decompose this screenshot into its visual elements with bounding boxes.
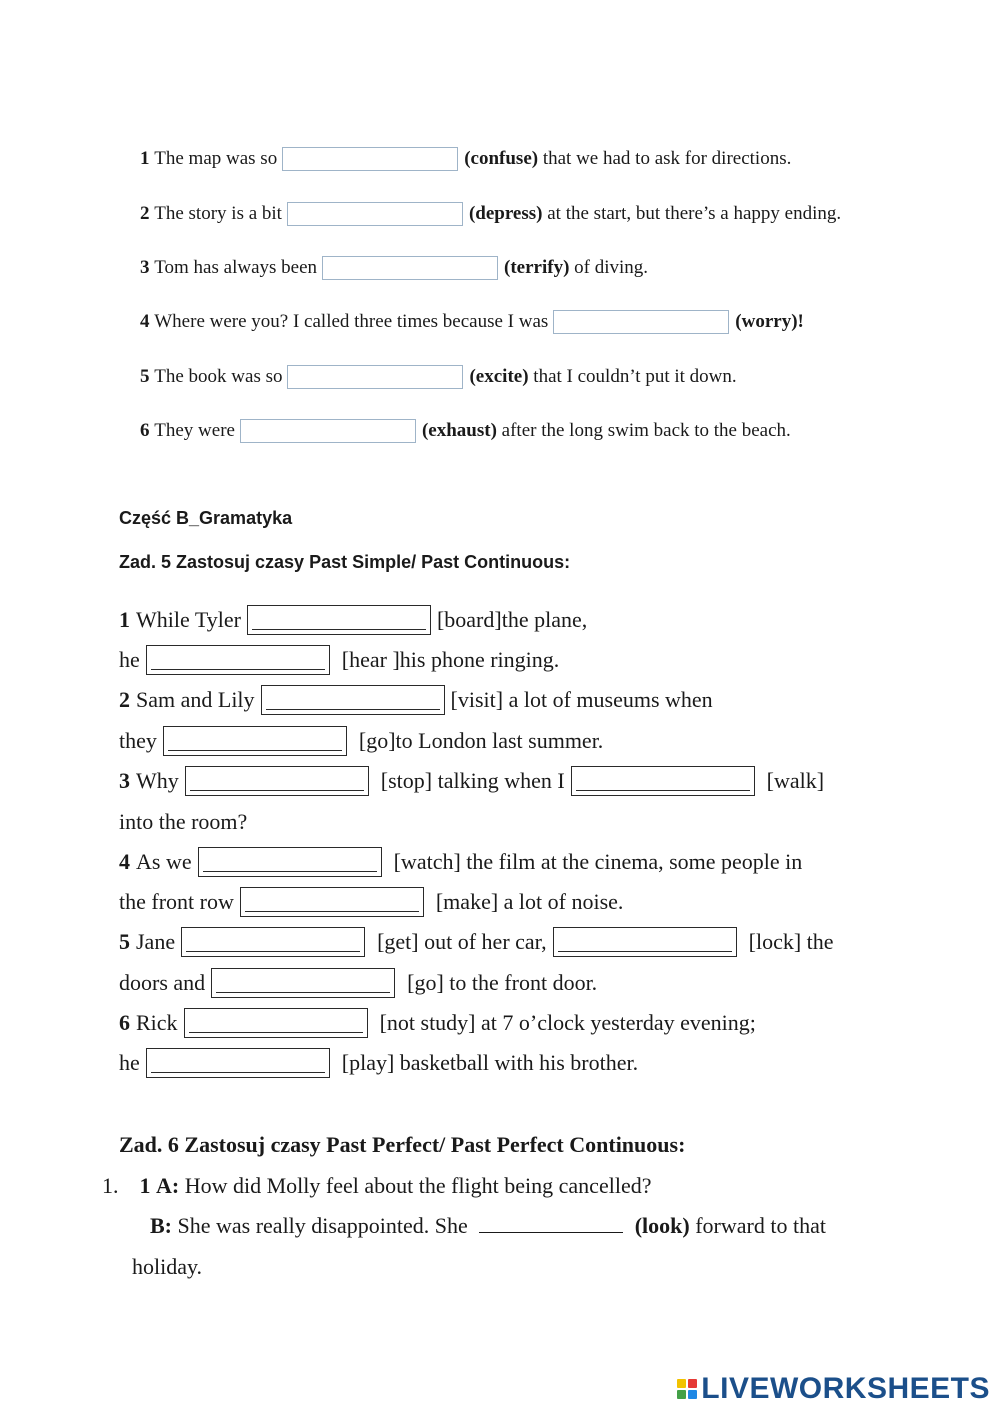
sentence-end: at the start, but there’s a happy ending. <box>547 203 842 224</box>
item-number: 2 <box>119 687 130 712</box>
text: they <box>119 728 157 753</box>
item-number: 1 <box>140 148 150 169</box>
liveworksheets-logo <box>677 1372 990 1406</box>
task6-item-a <box>102 1169 651 1203</box>
text: Rick <box>136 1010 178 1035</box>
item-number: 3 <box>119 768 130 793</box>
item-number: 1 <box>119 607 130 632</box>
base-word: (look) <box>634 1213 690 1238</box>
answer-input[interactable] <box>146 1048 330 1078</box>
text: [walk] <box>766 768 825 793</box>
answer-input[interactable] <box>163 726 347 756</box>
sentence-start: Tom has always been <box>154 257 318 278</box>
text: While Tyler <box>136 607 241 632</box>
item-number: 4 <box>140 311 150 332</box>
text: [visit] a lot of museums when <box>450 687 713 712</box>
part-a-item-5 <box>140 362 737 392</box>
task5-line-4 <box>119 724 603 758</box>
item-number: 1 <box>139 1173 151 1198</box>
task5-line-5 <box>119 764 824 798</box>
task-6-title: Zad. 6 Zastosuj czasy Past Perfect/ Past Perfect Continuous: <box>119 1132 686 1157</box>
answer-input-2[interactable] <box>287 202 463 226</box>
sentence-end: of diving. <box>574 257 649 278</box>
part-a-item-4 <box>140 307 804 337</box>
sentence-end: that we had to ask for directions. <box>542 148 792 169</box>
logo-text: LIVEWORKSHEETS <box>701 1372 990 1405</box>
sentence-start: Where were you? I called three times because I was <box>154 311 549 332</box>
text: [lock] the <box>748 929 834 954</box>
answer-input[interactable] <box>261 685 445 715</box>
answer-input[interactable] <box>571 766 755 796</box>
part-a-item-1 <box>140 144 791 174</box>
text: the front row <box>119 889 234 914</box>
text: he <box>119 1050 140 1075</box>
sentence-start: They were <box>154 420 235 441</box>
item-number: 3 <box>140 257 150 278</box>
task6-item-b-cont: holiday. <box>132 1254 203 1279</box>
answer-input[interactable] <box>185 766 369 796</box>
item-number: 6 <box>140 420 150 441</box>
answer-input[interactable] <box>181 927 365 957</box>
text: he <box>119 647 140 672</box>
task5-line-11 <box>119 1006 756 1040</box>
task6-item-b <box>150 1209 826 1243</box>
answer-blank[interactable] <box>479 1212 623 1233</box>
answer-input[interactable] <box>553 927 737 957</box>
task5-line-6 <box>119 805 247 839</box>
text: [go]to London last summer. <box>358 728 604 753</box>
task5-line-8 <box>119 885 623 919</box>
text: [not study] at 7 o’clock yesterday evening; <box>379 1010 756 1035</box>
base-word: (depress) <box>468 203 543 224</box>
base-word: (terrify) <box>504 257 570 278</box>
text: Sam and Lily <box>136 687 255 712</box>
part-a-item-2 <box>140 199 841 229</box>
text: [hear ]his phone ringing. <box>341 647 560 672</box>
text: into the room? <box>119 809 248 834</box>
section-title: Część B_Gramatyka <box>119 508 293 528</box>
item-number: 6 <box>119 1010 130 1035</box>
text: [stop] talking when I <box>380 768 565 793</box>
text: [make] a lot of noise. <box>435 889 624 914</box>
logo-icon <box>677 1379 697 1399</box>
text: [board]the plane, <box>436 607 588 632</box>
base-word: (worry) <box>735 311 798 332</box>
answer-input-6[interactable] <box>240 419 416 443</box>
task5-line-1 <box>119 603 587 637</box>
sentence-start: The story is a bit <box>154 203 282 224</box>
answer-input-1[interactable] <box>282 147 458 171</box>
base-word: (exhaust) <box>421 420 497 441</box>
text: [watch] the film at the cinema, some people in <box>393 849 803 874</box>
logo-square <box>688 1379 697 1388</box>
text: Jane <box>136 929 176 954</box>
text: [go] to the front door. <box>407 970 598 995</box>
task5-line-7 <box>119 845 802 879</box>
speaker-a-label: A: <box>156 1173 180 1198</box>
task5-line-9 <box>119 925 834 959</box>
answer-input[interactable] <box>211 968 395 998</box>
sentence-start: The map was so <box>154 148 278 169</box>
sentence-end: ! <box>797 311 804 332</box>
text: [get] out of her car, <box>377 929 547 954</box>
answer-input[interactable] <box>198 847 382 877</box>
logo-square <box>677 1390 686 1399</box>
speaker-b-text: She was really disappointed. She <box>177 1213 468 1238</box>
task-5-title: Zad. 5 Zastosuj czasy Past Simple/ Past Continuous: <box>119 552 571 572</box>
task5-line-10 <box>119 966 597 1000</box>
text: Why <box>136 768 179 793</box>
answer-input[interactable] <box>247 605 431 635</box>
sentence-start: The book was so <box>154 366 283 387</box>
logo-square <box>688 1390 697 1399</box>
speaker-b-label: B: <box>150 1213 172 1238</box>
base-word: (confuse) <box>464 148 539 169</box>
part-a-item-6 <box>140 416 791 446</box>
speaker-a-text: How did Molly feel about the flight being cancelled? <box>184 1173 652 1198</box>
answer-input-5[interactable] <box>287 365 463 389</box>
base-word: (excite) <box>469 366 529 387</box>
text: [play] basketball with his brother. <box>341 1050 639 1075</box>
text: As we <box>136 849 192 874</box>
item-number: 2 <box>140 203 150 224</box>
list-marker: 1. <box>102 1173 119 1198</box>
answer-input[interactable] <box>184 1008 368 1038</box>
sentence-end: after the long swim back to the beach. <box>501 420 791 441</box>
task5-line-12 <box>119 1046 638 1080</box>
answer-input-3[interactable] <box>322 256 498 280</box>
item-number: 5 <box>140 366 150 387</box>
answer-input[interactable] <box>146 645 330 675</box>
item-number: 4 <box>119 849 130 874</box>
logo-square <box>677 1379 686 1388</box>
sentence-end: that I couldn’t put it down. <box>533 366 737 387</box>
item-number: 5 <box>119 929 130 954</box>
answer-input[interactable] <box>240 887 424 917</box>
part-a-item-3 <box>140 253 648 283</box>
text: doors and <box>119 970 206 995</box>
task5-line-3 <box>119 683 713 717</box>
answer-input-4[interactable] <box>553 310 729 334</box>
task5-line-2 <box>119 643 559 677</box>
speaker-b-text: forward to that <box>695 1213 826 1238</box>
